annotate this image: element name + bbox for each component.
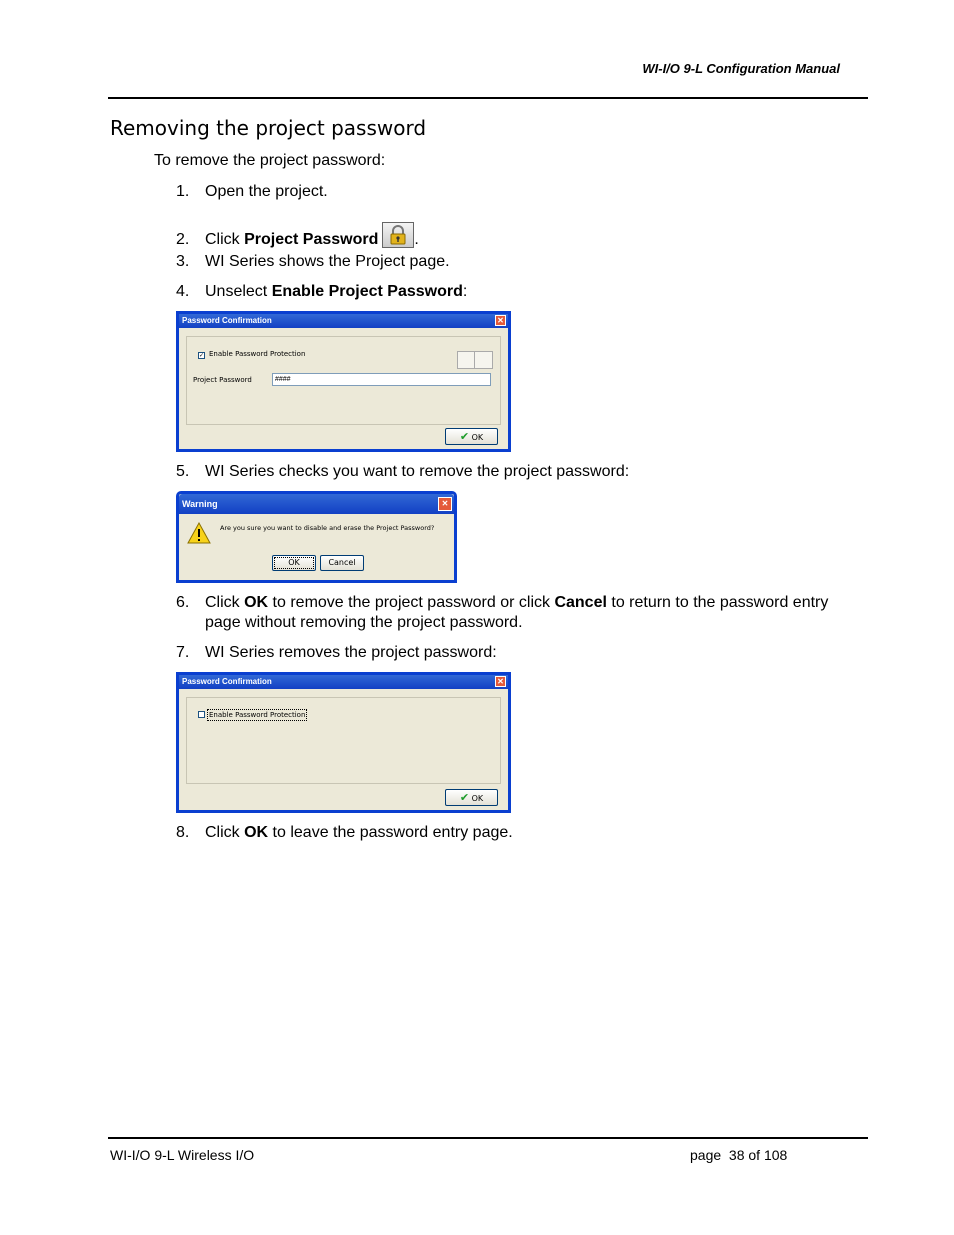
enable-password-checkbox[interactable] — [198, 711, 205, 718]
enable-password-checkbox-row[interactable] — [198, 711, 305, 719]
project-password-field[interactable]: #### — [272, 373, 491, 386]
step-number: 2. — [176, 231, 190, 248]
project-password-label: Project Password — [193, 376, 252, 384]
warning-message: Are you sure you want to disable and erase the Project Password? — [220, 524, 435, 532]
step-text: Click — [205, 824, 245, 841]
step-bold-text: OK — [244, 824, 269, 841]
tool-button[interactable] — [474, 351, 493, 369]
step-2 — [176, 222, 836, 250]
close-icon[interactable]: ✕ — [438, 497, 452, 511]
step-text: . — [414, 231, 419, 248]
step-text: to leave the password entry page. — [268, 824, 513, 841]
dialog-title: Password Confirmation — [182, 677, 272, 686]
step-number: 5. — [176, 463, 190, 480]
checkbox-label: Enable Password Protection — [209, 711, 306, 719]
footer-rule — [108, 1137, 868, 1139]
step-5 — [176, 462, 836, 482]
step-text: Click — [205, 231, 245, 248]
ok-button[interactable] — [445, 428, 498, 445]
step-3 — [176, 252, 836, 272]
enable-password-checkbox-row[interactable] — [198, 350, 305, 359]
dialog-titlebar — [179, 675, 508, 689]
step-text-block — [205, 593, 835, 633]
step-4 — [176, 282, 836, 302]
section-heading: Removing the project password — [110, 116, 427, 140]
step-text: Open the project. — [205, 183, 328, 200]
enable-password-checkbox[interactable]: ✓ — [199, 352, 205, 359]
warning-dialog — [176, 491, 457, 583]
dialog-panel — [186, 336, 501, 425]
ok-label: OK — [471, 794, 484, 803]
password-confirmation-dialog — [176, 311, 511, 452]
project-password-lock-icon — [382, 222, 414, 248]
step-1 — [176, 182, 836, 202]
cancel-button[interactable]: Cancel — [320, 555, 364, 571]
step-text: WI Series shows the Project page. — [205, 253, 450, 270]
close-icon[interactable]: ✕ — [495, 315, 506, 326]
step-text: Click — [205, 594, 245, 611]
step-number: 3. — [176, 253, 190, 270]
dialog-title: Warning — [182, 499, 218, 509]
ok-button[interactable] — [445, 789, 498, 806]
step-number: 1. — [176, 183, 190, 200]
intro-text: To remove the project password: — [154, 152, 386, 169]
step-bold-text: Cancel — [554, 594, 607, 611]
step-7 — [176, 643, 836, 663]
checkmark-icon: ✔ — [459, 430, 470, 443]
step-text: Unselect — [205, 283, 272, 300]
step-text: WI Series checks you want to remove the project password: — [205, 463, 630, 480]
step-number: 4. — [176, 283, 190, 300]
footer-product: WI-I/O 9-L Wireless I/O — [110, 1147, 255, 1163]
header-rule — [108, 97, 868, 99]
dialog-titlebar — [179, 314, 508, 328]
manual-title: WI-I/O 9-L Configuration Manual — [642, 61, 840, 76]
step-number: 8. — [176, 824, 190, 841]
dialog-title: Password Confirmation — [182, 316, 272, 325]
warning-icon — [187, 522, 211, 549]
step-6 — [176, 593, 836, 633]
dialog-titlebar — [179, 494, 454, 514]
step-text: WI Series removes the project password: — [205, 644, 497, 661]
footer-page-number: page 38 of 108 — [690, 1147, 788, 1163]
step-8 — [176, 823, 836, 843]
checkmark-icon: ✔ — [459, 791, 470, 804]
step-text: : — [462, 283, 468, 300]
step-number: 7. — [176, 644, 190, 661]
ok-label: OK — [471, 433, 484, 442]
password-confirmation-dialog — [176, 672, 511, 813]
step-text: to remove the project password or click — [268, 594, 555, 611]
close-icon[interactable]: ✕ — [495, 676, 506, 687]
dialog-panel — [186, 697, 501, 784]
step-bold-text: Project Password — [244, 231, 379, 248]
step-bold-text: OK — [244, 594, 269, 611]
ok-button[interactable]: OK — [272, 555, 316, 571]
step-text: to return to the password entry page without removing the project password. — [205, 594, 829, 631]
checkbox-label: Enable Password Protection — [209, 350, 306, 358]
step-bold-text: Enable Project Password — [271, 283, 463, 300]
step-number: 6. — [176, 594, 190, 611]
